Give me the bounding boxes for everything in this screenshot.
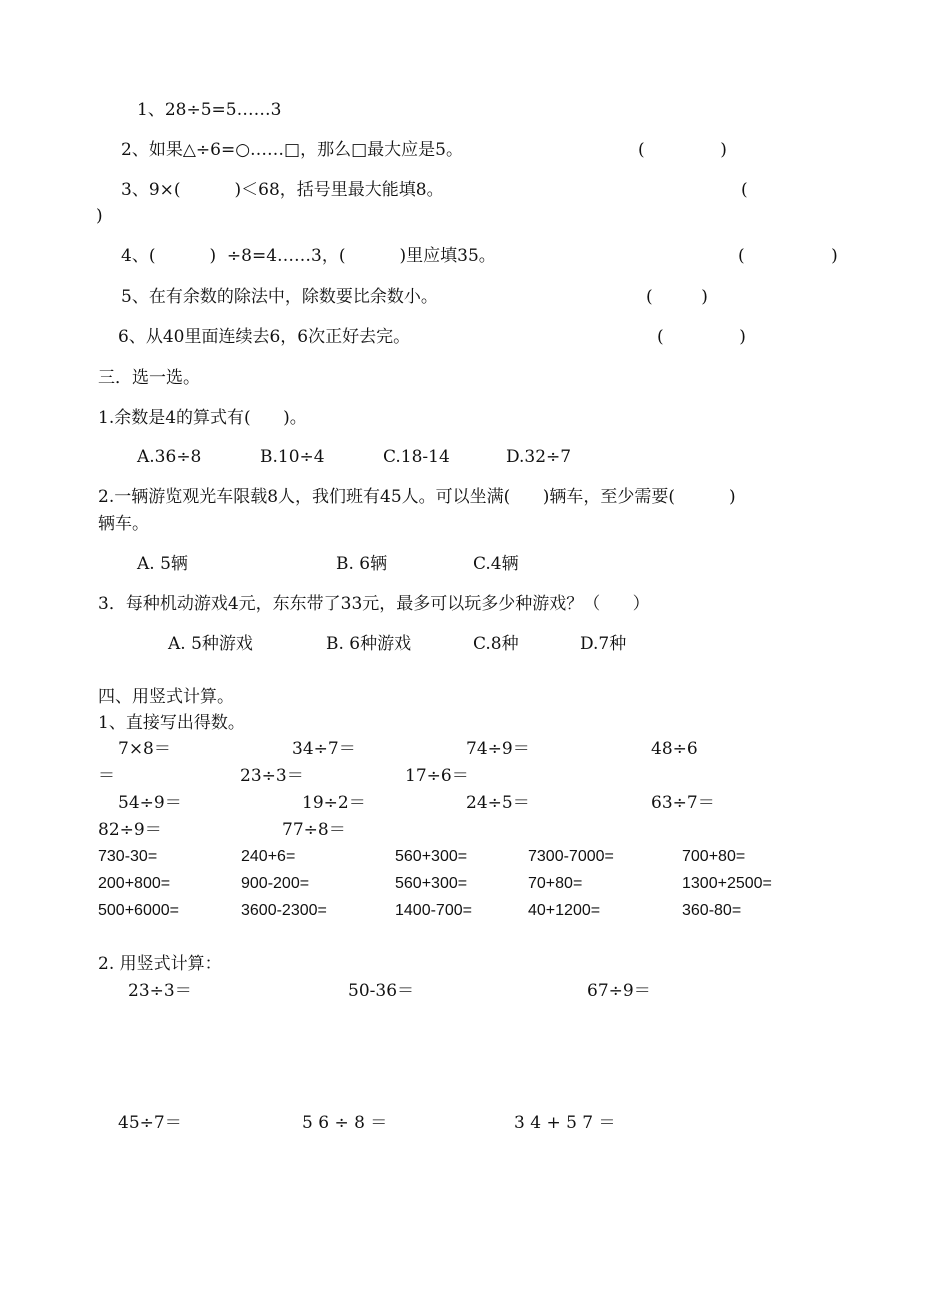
oral-row7-item2: 3600-2300= (241, 902, 327, 919)
choose-q2-option-c: C.4辆 (473, 554, 519, 574)
oral-row6-item1: 200+800= (98, 875, 171, 892)
judge-q5: 5、在有余数的除法中，除数要比余数小。 (121, 287, 438, 307)
choose-q1-option-d: D.32÷7 (506, 447, 572, 467)
oral-row6-item2: 900-200= (241, 875, 310, 892)
choose-q1-option-c: C.18-14 (383, 447, 450, 467)
oral-row3-item1: 54÷9＝ (118, 793, 182, 813)
vertical-row1-item1: 23÷3＝ (128, 981, 192, 1001)
oral-row2-item2: 23÷3＝ (240, 766, 304, 786)
judge-q2: 2、如果△÷6=○……□，那么□最大应是5。 (121, 140, 463, 160)
oral-row6-item4: 70+80= (528, 875, 583, 892)
oral-row7-item3: 1400-700= (395, 902, 472, 919)
oral-row1-item1: 7×8＝ (118, 739, 171, 759)
choose-q1: 1.余数是4的算式有( )。 (98, 408, 307, 428)
vertical-row2-item2: 5 6 ÷ 8 ＝ (302, 1113, 388, 1133)
compute-heading: 四、用竖式计算。 (98, 687, 234, 707)
oral-row5-item1: 730-30= (98, 848, 158, 865)
judge-q2-answer-paren: ( ) (638, 140, 727, 160)
vertical-row1-item2: 50-36＝ (348, 981, 415, 1001)
oral-row1-item4: 48÷6 (651, 739, 698, 759)
oral-row3-item2: 19÷2＝ (302, 793, 366, 813)
judge-q4-answer-paren: ( ) (738, 246, 838, 266)
oral-row2-item3: 17÷6＝ (405, 766, 469, 786)
oral-row5-item3: 560+300= (395, 848, 468, 865)
oral-row5-item5: 700+80= (682, 848, 746, 865)
judge-q6-answer-paren: ( ) (657, 327, 746, 347)
choose-q3-option-b: B. 6种游戏 (326, 634, 412, 654)
compute-sub2-heading: 2. 用竖式计算： (98, 954, 222, 974)
oral-row5-item2: 240+6= (241, 848, 296, 865)
judge-q1: 1、28÷5=5……3 (137, 100, 282, 120)
vertical-row1-item3: 67÷9＝ (587, 981, 651, 1001)
judge-q5-answer-paren: ( ) (646, 287, 708, 307)
oral-row6-item3: 560+300= (395, 875, 468, 892)
oral-row7-item4: 40+1200= (528, 902, 601, 919)
judge-q3-paren-close: ) (96, 206, 103, 226)
choose-q3: 3．每种机动游戏4元，东东带了33元，最多可以玩多少种游戏？（ ） (98, 594, 650, 614)
choose-q3-option-d: D.7种 (580, 634, 627, 654)
choose-q3-option-c: C.8种 (473, 634, 519, 654)
judge-q6: 6、从40里面连续去6，6次正好去完。 (118, 327, 411, 347)
judge-q4: 4、( ) ÷8=4……3，( )里应填35。 (121, 246, 496, 266)
choose-heading: 三．选一选。 (98, 368, 200, 388)
oral-row3-item3: 24÷5＝ (466, 793, 530, 813)
oral-row2-item1: ＝ (98, 766, 115, 786)
oral-row1-item2: 34÷7＝ (292, 739, 356, 759)
oral-row7-item5: 360-80= (682, 902, 742, 919)
oral-row4-item2: 77÷8＝ (282, 820, 346, 840)
judge-q3: 3、9×( )＜68，括号里最大能填8。 (121, 180, 444, 200)
judge-q3-paren-open: ( (741, 180, 748, 200)
choose-q1-option-a: A.36÷8 (137, 447, 202, 467)
choose-q2-continued: 辆车。 (98, 514, 149, 534)
oral-row6-item5: 1300+2500= (682, 875, 772, 892)
compute-sub1-heading: 1、直接写出得数。 (98, 713, 245, 733)
vertical-row2-item3: 3 4 + 5 7 ＝ (514, 1113, 616, 1133)
choose-q1-option-b: B.10÷4 (260, 447, 325, 467)
choose-q2-option-b: B. 6辆 (336, 554, 388, 574)
choose-q3-option-a: A. 5种游戏 (168, 634, 253, 654)
choose-q2-option-a: A. 5辆 (137, 554, 188, 574)
choose-q2: 2.一辆游览观光车限载8人，我们班有45人。可以坐满( )辆车，至少需要( ) (98, 487, 736, 507)
oral-row4-item1: 82÷9＝ (98, 820, 162, 840)
oral-row5-item4: 7300-7000= (528, 848, 614, 865)
oral-row1-item3: 74÷9＝ (466, 739, 530, 759)
oral-row7-item1: 500+6000= (98, 902, 179, 919)
oral-row3-item4: 63÷7＝ (651, 793, 715, 813)
vertical-row2-item1: 45÷7＝ (118, 1113, 182, 1133)
